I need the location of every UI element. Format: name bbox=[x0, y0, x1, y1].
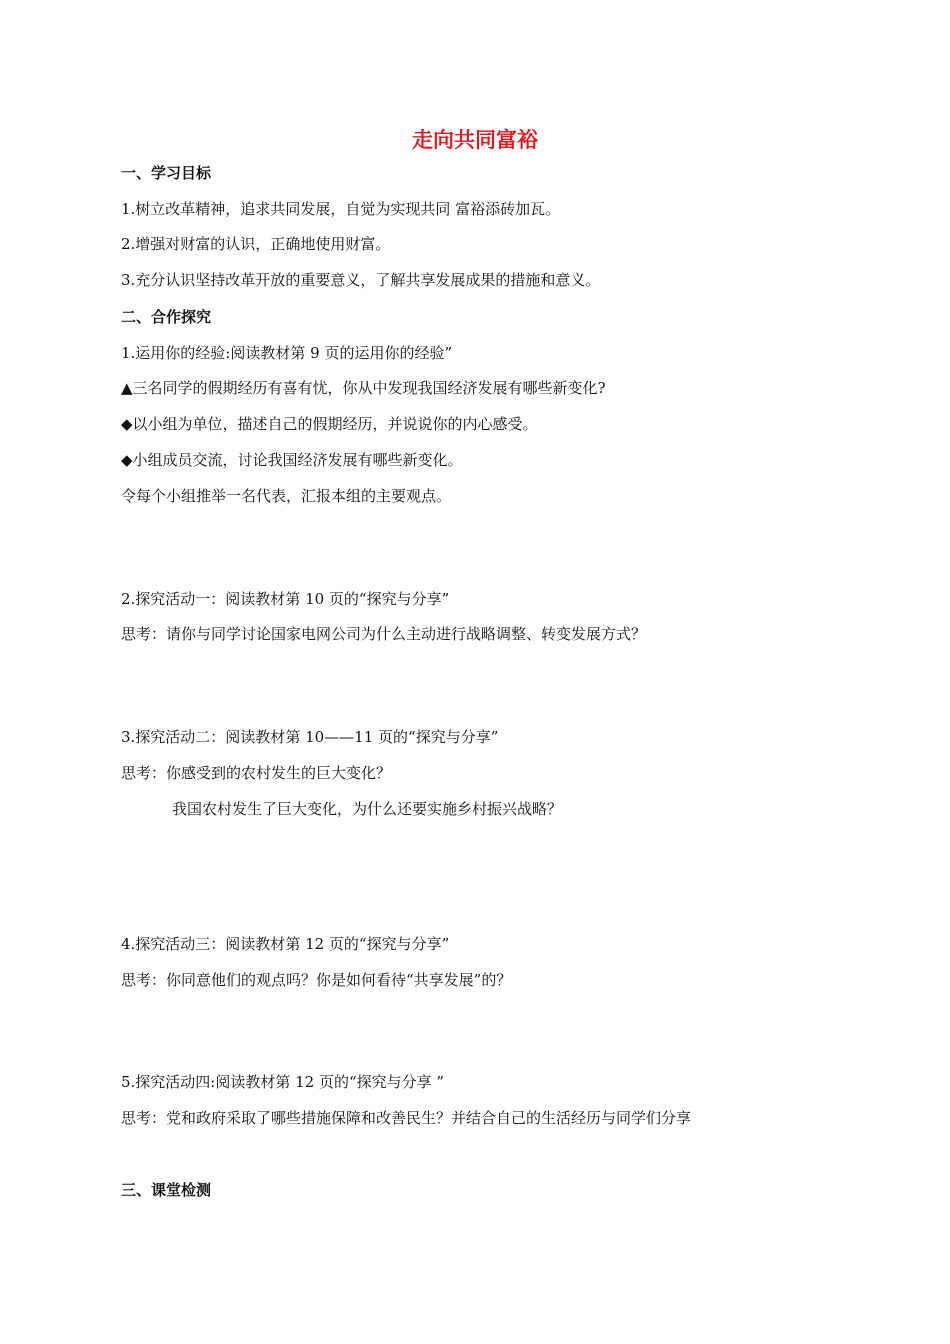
activity-5-title: 5.探究活动四:阅读教材第 12 页的“探究与分享 ” bbox=[121, 1073, 445, 1091]
activity-1-title: 1.运用你的经验:阅读教材第 9 页的运用你的经验” bbox=[121, 344, 453, 362]
activity-2-title: 2.探究活动一：阅读教材第 10 页的“探究与分享” bbox=[121, 590, 450, 608]
activity-1-bullet-4: 令每个小组推举一名代表，汇报本组的主要观点。 bbox=[121, 487, 452, 505]
activity-4-question: 思考：你同意他们的观点吗？你是如何看待“共享发展”的？ bbox=[121, 971, 512, 989]
section-heading-goals: 一、学习目标 bbox=[121, 164, 212, 182]
goal-item-2: 2.增强对财富的认识，正确地使用财富。 bbox=[121, 235, 391, 253]
activity-1-bullet-1: ▲三名同学的假期经历有喜有忧，你从中发现我国经济发展有哪些新变化? bbox=[121, 379, 606, 397]
activity-1-bullet-3: ◆小组成员交流，讨论我国经济发展有哪些新变化。 bbox=[121, 451, 463, 469]
activity-3-title: 3.探究活动二：阅读教材第 10——11 页的“探究与分享” bbox=[121, 728, 499, 746]
section-heading-inquiry: 二、合作探究 bbox=[121, 308, 212, 326]
activity-5-question: 思考：党和政府采取了哪些措施保障和改善民生？并结合自己的生活经历与同学们分享 bbox=[121, 1109, 692, 1127]
section-heading-test: 三、课堂检测 bbox=[121, 1181, 212, 1199]
activity-1-bullet-2: ◆以小组为单位，描述自己的假期经历，并说说你的内心感受。 bbox=[121, 415, 538, 433]
activity-3-question: 思考：你感受到的农村发生的巨大变化？ bbox=[121, 764, 392, 782]
activity-3-question-2: 我国农村发生了巨大变化，为什么还要实施乡村振兴战略？ bbox=[172, 800, 563, 818]
activity-2-question: 思考：请你与同学讨论国家电网公司为什么主动进行战略调整、转变发展方式？ bbox=[121, 625, 647, 643]
activity-4-title: 4.探究活动三：阅读教材第 12 页的“探究与分享” bbox=[121, 935, 450, 953]
goal-item-3: 3.充分认识坚持改革开放的重要意义，了解共享发展成果的措施和意义。 bbox=[121, 271, 601, 289]
document-title: 走向共同富裕 bbox=[412, 128, 538, 152]
goal-item-1: 1.树立改革精神，追求共同发展，自觉为实现共同 富裕添砖加瓦。 bbox=[121, 200, 561, 218]
